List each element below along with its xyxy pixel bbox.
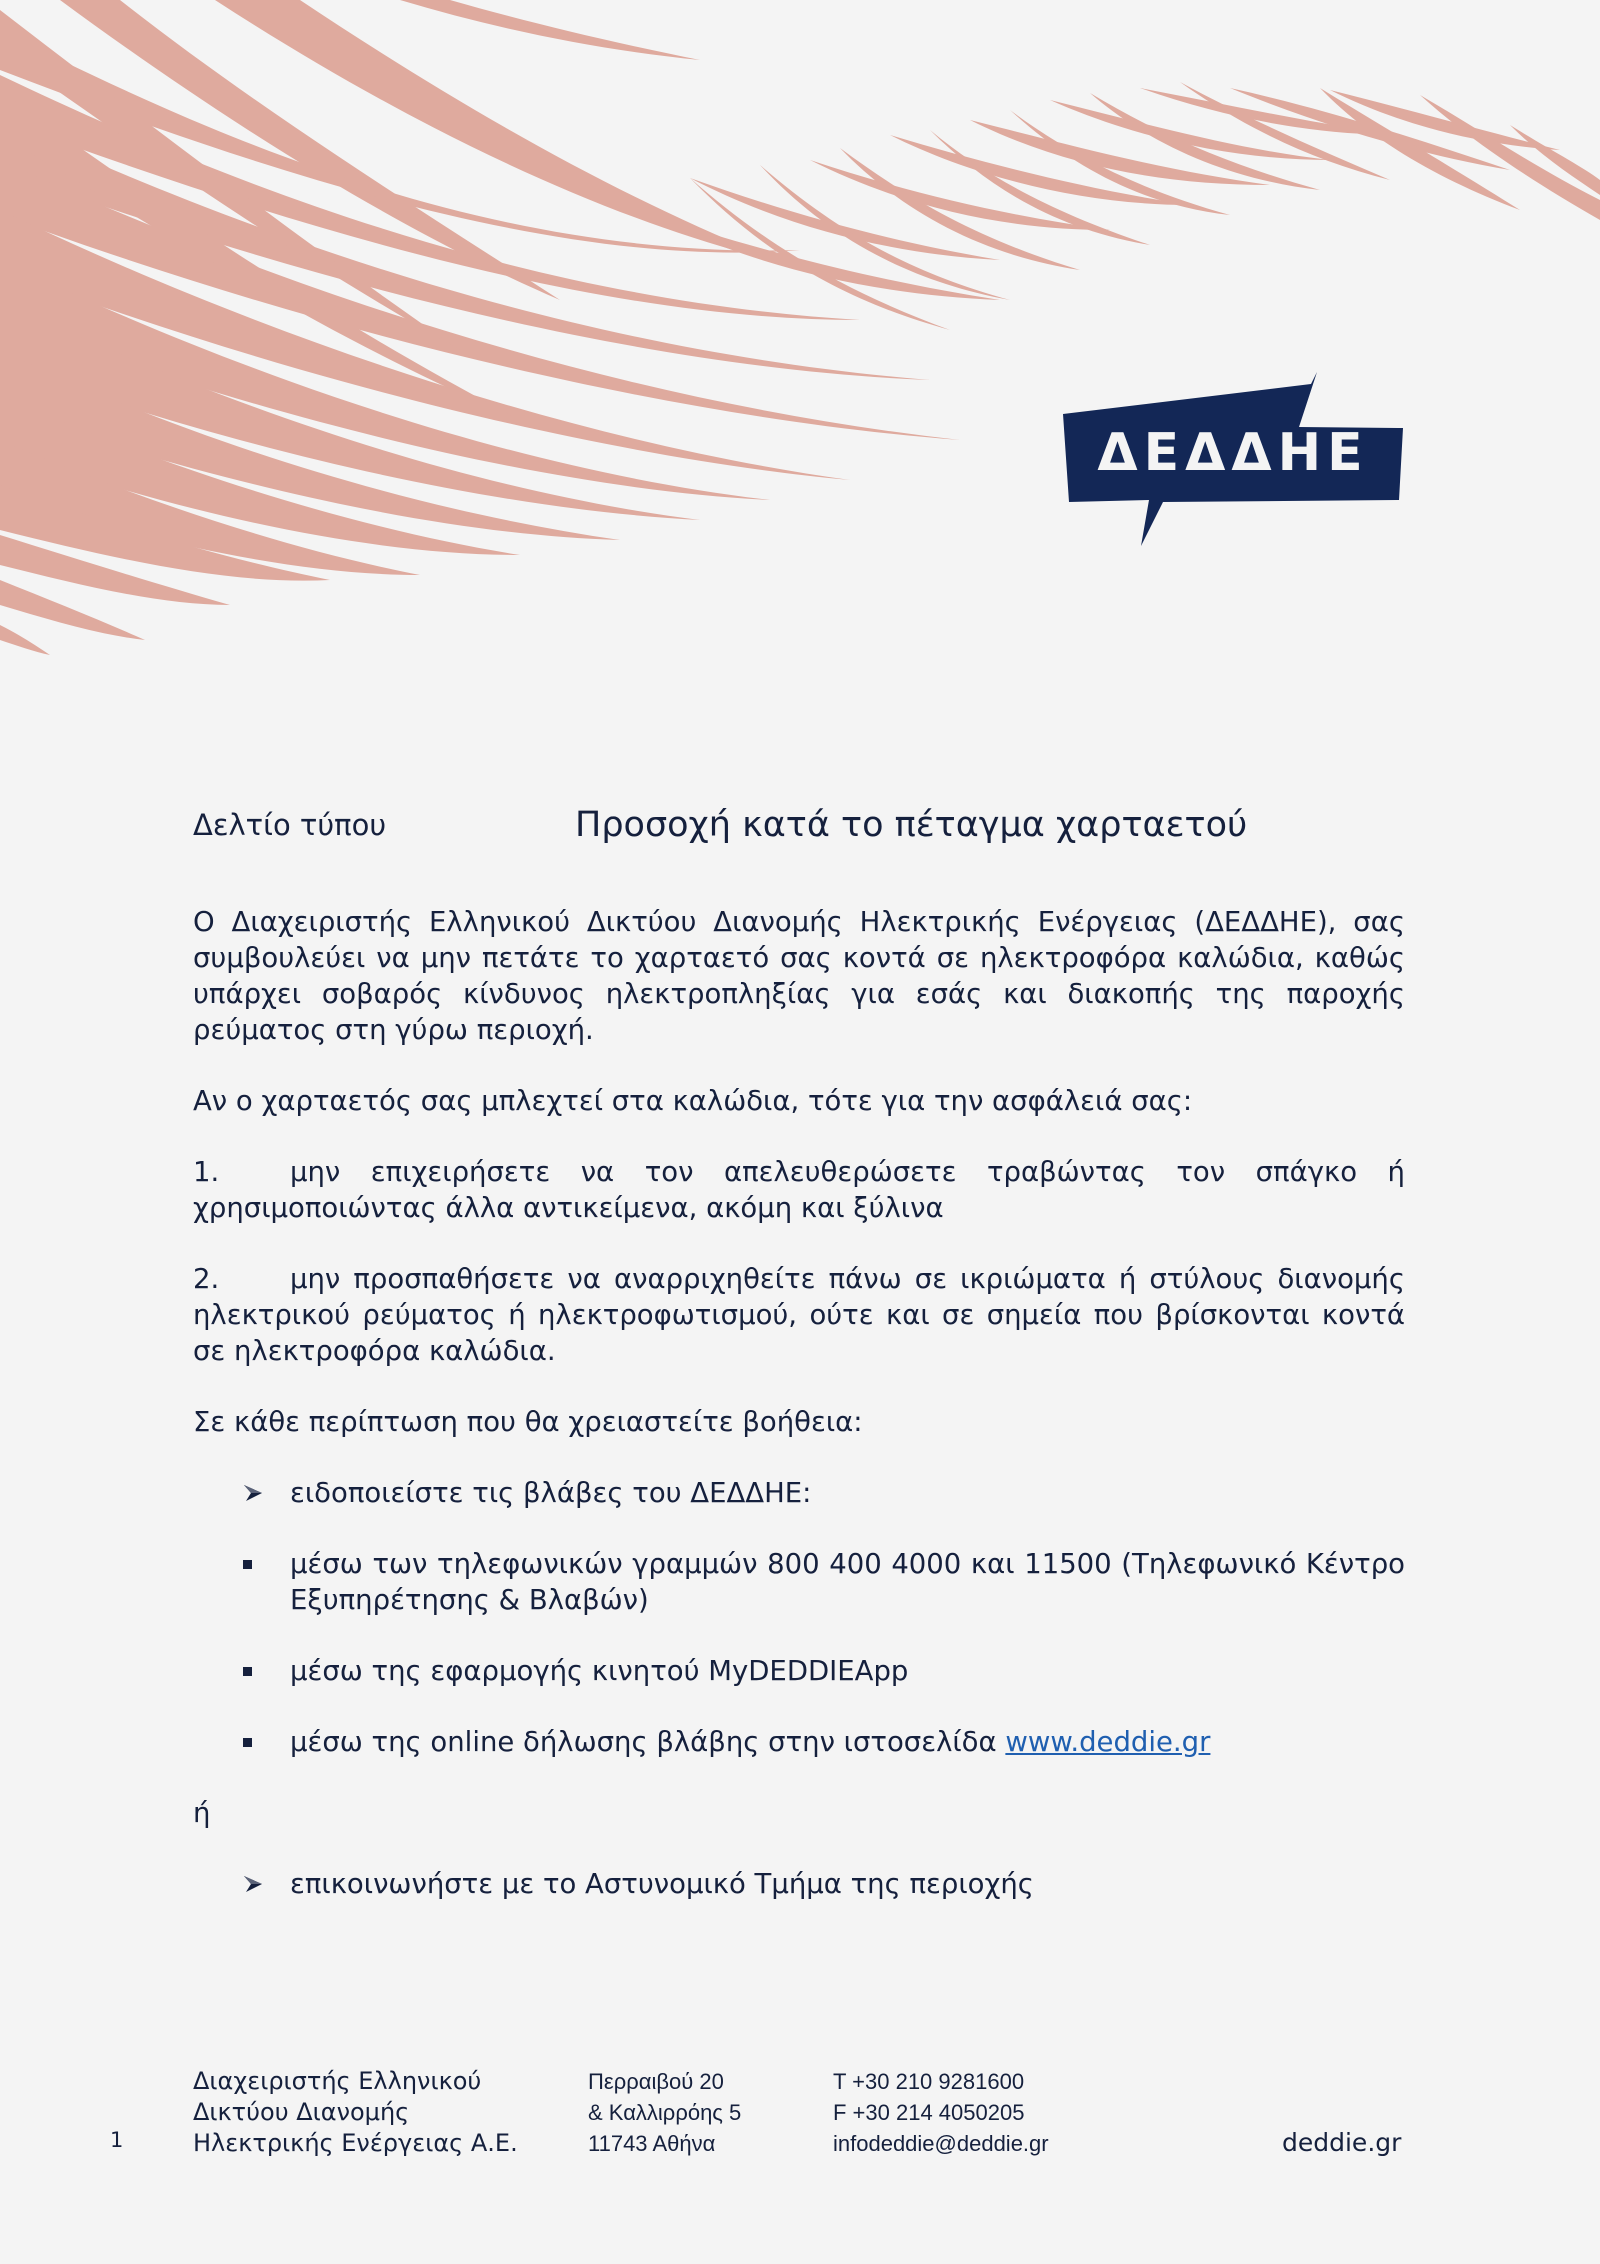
- footer-company: [193, 2066, 518, 2159]
- item-number: 2.: [193, 1263, 220, 1295]
- arrow-bullet-icon: [243, 1866, 267, 1902]
- square-bullet-icon: [243, 1724, 267, 1760]
- square-bullet-item: [193, 1546, 1405, 1618]
- if-tangled-paragraph: Αν ο χαρταετός σας μπλεχτεί στα καλώδια, τότε για την ασφάλειά σας:: [193, 1085, 1193, 1117]
- company-line: Διαχειριστής Ελληνικού: [193, 2067, 482, 2095]
- deddie-logo: [1063, 372, 1403, 546]
- press-release-label: Δελτίο τύπου: [193, 808, 387, 842]
- address-line: 11743 Αθήνα: [588, 2131, 716, 2156]
- channel-phone-text: μέσω των τηλεφωνικών γραμμών 800 400 4000 και 11500 (Τηλεφωνικό Κέντρο Εξυπηρέτησης & Βλαβών): [290, 1548, 1405, 1616]
- item-number: 1.: [193, 1156, 220, 1188]
- channel-web-text: μέσω της online δήλωσης βλάβης στην ιστοσελίδα: [290, 1726, 1006, 1758]
- numbered-item: [193, 1154, 1405, 1226]
- square-bullet-item: [193, 1653, 1405, 1689]
- company-line: Δικτύου Διανομής: [193, 2098, 410, 2126]
- channel-app-text: μέσω της εφαρμογής κινητού MyDEDDIEApp: [290, 1655, 909, 1687]
- item-text: μην προσπαθήσετε να αναρριχηθείτε πάνω σε ικριώματα ή στύλους διανομής ηλεκτρικού ρεύματος ή ηλεκτροφωτισμού, ούτε και σε σημεία που βρίσκονται κοντά σε ηλεκτροφόρα καλώδια.: [193, 1263, 1405, 1367]
- arrow-bullet-item: [193, 1866, 1405, 1902]
- arrow-bullet-icon: [243, 1475, 267, 1511]
- fax-number: F +30 214 4050205: [833, 2100, 1025, 2125]
- decorative-wave-graphic: [0, 0, 1600, 720]
- arrow-bullet-item: [193, 1475, 1405, 1511]
- square-bullet-icon: [243, 1653, 267, 1689]
- deddie-website-link[interactable]: www.deddie.gr: [1005, 1726, 1211, 1758]
- logo-text: ΔΕΔΔΗΕ: [1097, 423, 1369, 483]
- footer-contact: [833, 2066, 1049, 2159]
- page-number: 1: [110, 2128, 124, 2152]
- help-intro-paragraph: Σε κάθε περίπτωση που θα χρειαστείτε βοήθεια:: [193, 1406, 863, 1438]
- phone-number: T +30 210 9281600: [833, 2069, 1025, 2094]
- square-bullet-item: [193, 1724, 1405, 1760]
- company-line: Ηλεκτρικής Ενέργειας Α.Ε.: [193, 2129, 518, 2157]
- square-bullet-icon: [243, 1546, 267, 1582]
- or-text: ή: [193, 1797, 211, 1829]
- email-address[interactable]: infodeddie@deddie.gr: [833, 2131, 1049, 2156]
- document-title: Προσοχή κατά το πέταγμα χαρταετού: [575, 805, 1248, 845]
- contact-police-text: επικοινωνήστε με το Αστυνομικό Τμήμα της περιοχής: [290, 1868, 1034, 1900]
- footer-address: [588, 2066, 741, 2159]
- document-body: [193, 904, 1405, 1937]
- intro-paragraph: Ο Διαχειριστής Ελληνικού Δικτύου Διανομής Ηλεκτρικής Ενέργειας (ΔΕΔΔΗΕ), σας συμβουλεύει να μην πετάτε το χαρταετό σας κοντά σε ηλεκτροφόρα καλώδια, καθώς υπάρχει σοβαρός κίνδυνος ηλεκτροπληξίας για εσάς και διακοπής της παροχής ρεύματος στη γύρω περιοχή.: [193, 906, 1405, 1046]
- footer-website[interactable]: deddie.gr: [1282, 2128, 1402, 2157]
- numbered-item: [193, 1261, 1405, 1369]
- item-text: μην επιχειρήσετε να τον απελευθερώσετε τραβώντας τον σπάγκο ή χρησιμοποιώντας άλλα αντικείμενα, ακόμη και ξύλινα: [193, 1156, 1405, 1224]
- address-line: & Καλλιρρόης 5: [588, 2100, 742, 2125]
- address-line: Περραιβού 20: [588, 2069, 724, 2094]
- notify-text: ειδοποιείστε τις βλάβες του ΔΕΔΔΗΕ:: [290, 1477, 812, 1509]
